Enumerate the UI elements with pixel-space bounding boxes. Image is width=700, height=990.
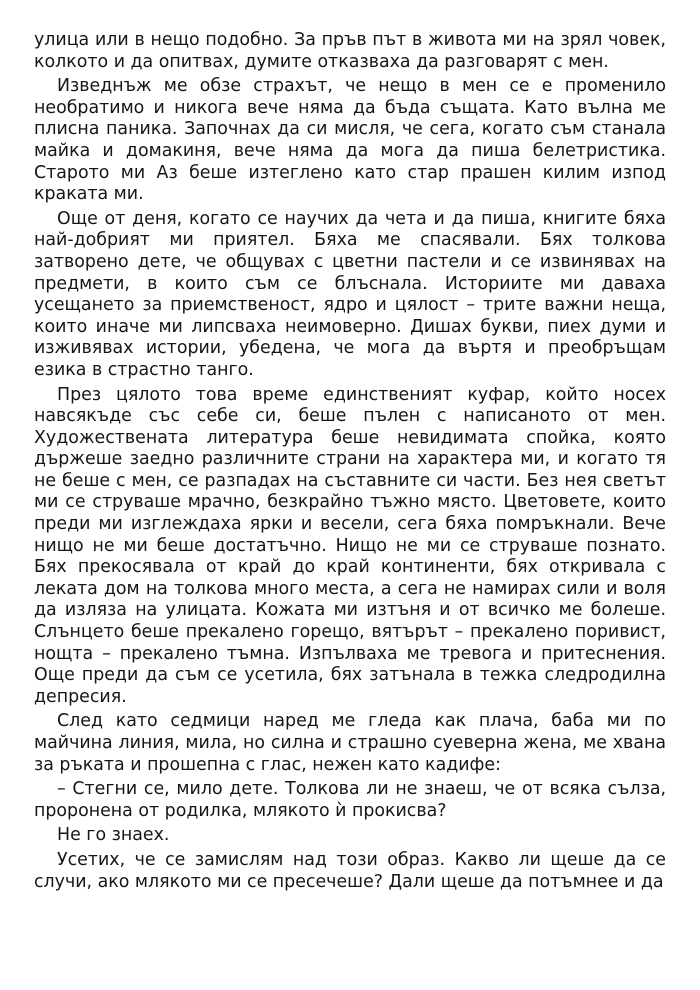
dialogue-paragraph: – Стегни се, мило дете. Толкова ли не знаеш, че от всяка сълза, проронена от родилка, млякото ѝ прокисва?	[34, 779, 666, 821]
paragraph: Още от деня, когато се научих да чета и да пиша, книгите бяха най-добрият ми приятел. Бяха ме спасявали. Бях толкова затворено дете, че общувах с цветни пастели и се извинявах на предмети, в които съм се блъснала. Историите ми даваха усещането за приемственост, ядро и цялост – трите важни неща, които иначе ми липсваха неимоверно. Дишах букви, пиех думи и изживявах истории, убедена, че мога да въртя и преобръщам езика в страстно танго.	[34, 208, 666, 380]
paragraph: През цялото това време единственият куфар, който носех навсякъде със себе си, беше пълен с написаното от мен. Художествената литература беше невидимата спойка, която държеше заедно различните страни на характера ми, и когато тя не беше с мен, се разпадах на съставните си части. Без нея светът ми се струваше мрачно, безкрайно тъжно място. Цветовете, които преди ми изглеждаха ярки и весели, сега бяха помръкнали. Вече нищо не ми беше достатъчно. Нищо не ми се струваше познато. Бях прекосявала от край до край континенти, бях откривала с леката дом на толкова много места, а сега не намирах сили и воля да изляза на улицата. Кожата ми изтъня и от всичко ме болеше. Слънцето беше прекалено горещо, вятърът – прекалено поривист, нощта – прекалено тъмна. Изпълваха ме тревога и притеснения. Още преди да съм се усетила, бях затънала в тежка следродилна депресия.	[34, 384, 666, 707]
paragraph: Изведнъж ме обзе страхът, че нещо в мен се е променило необратимо и никога вече няма да бъда същата. Като вълна ме плисна паника. Започнах да си мисля, че сега, когато съм станала майка и домакиня, вече няма да мога да пиша белетристика. Старото ми Аз беше изтеглено като стар прашен килим изпод краката ми.	[34, 76, 666, 205]
paragraph: Усетих, че се замислям над този образ. Какво ли щеше да се случи, ако млякото ми се пресечеше? Дали щеше да потъмнее и да	[34, 849, 666, 892]
paragraph-continued: улица или в нещо подобно. За пръв път в живота ми на зрял човек, колкото и да опитвах, думите отказваха да разговарят с мен.	[34, 30, 666, 72]
paragraph: След като седмици наред ме гледа как плача, баба ми по майчина линия, мила, но силна и страшно суеверна жена, ме хвана за ръката и прошепна с глас, нежен като кадифе:	[34, 711, 666, 775]
paragraph: Не го знаех.	[57, 825, 170, 846]
book-page	[34, 30, 666, 896]
